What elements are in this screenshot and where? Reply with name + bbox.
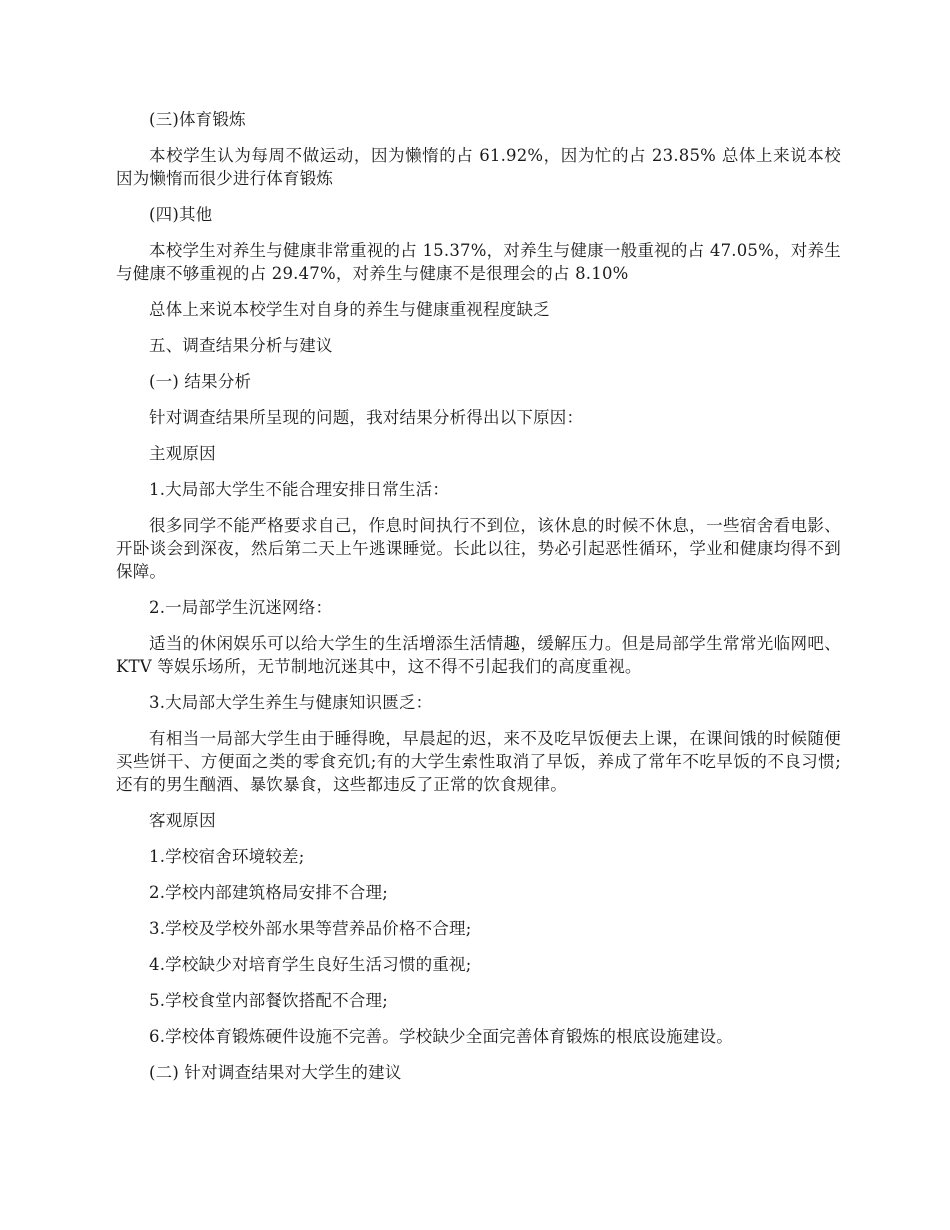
paragraph-subjective-1-detail: 很多同学不能严格要求自己，作息时间执行不到位，该休息的时候不休息，一些宿舍看电影、开卧谈会到深夜，然后第二天上午逃课睡觉。长此以往，势必引起恶性循环，学业和健康均得不到保障。 [116, 516, 841, 581]
heading-subjective-causes: 主观原因 [149, 444, 216, 463]
list-item-subjective-2: 2.一局部学生沉迷网络： [149, 598, 333, 617]
list-item-objective-1: 1.学校宿舍环境较差; [149, 847, 305, 866]
document-body [116, 108, 841, 1097]
list-item-objective-3: 3.学校及学校外部水果等营养品价格不合理; [149, 919, 472, 938]
paragraph-overall-summary: 总体上来说本校学生对自身的养生与健康重视程度缺乏 [149, 300, 550, 319]
paragraph-exercise-stats: 本校学生认为每周不做运动，因为懒惰的占 61.92%，因为忙的占 23.85% 总体上来说本校因为懒惰而很少进行体育锻炼 [116, 146, 841, 188]
paragraph-health-attention-stats: 本校学生对养生与健康非常重视的占 15.37%，对养生与健康一般重视的占 47.05%，对养生与健康不够重视的占 29.47%，对养生与健康不是很理会的占 8.10% [116, 241, 841, 283]
paragraph-subjective-3-detail: 有相当一局部大学生由于睡得晚，早晨起的迟，来不及吃早饭便去上课，在课间饿的时候随便买些饼干、方便面之类的零食充饥;有的大学生索性取消了早饭，养成了常年不吃早饭的不良习惯;还有的男生酗酒、暴饮暴食，这些都违反了正常的饮食规律。 [116, 729, 841, 794]
heading-section-five: 五、调查结果分析与建议 [149, 336, 333, 355]
paragraph-subjective-2-detail: 适当的休闲娱乐可以给大学生的生活增添生活情趣，缓解压力。但是局部学生常常光临网吧、KTV 等娱乐场所，无节制地沉迷其中，这不得不引起我们的高度重视。 [116, 634, 841, 676]
paragraph-analysis-intro: 针对调查结果所呈现的问题，我对结果分析得出以下原因： [149, 408, 584, 427]
list-item-objective-4: 4.学校缺少对培育学生良好生活习惯的重视; [149, 955, 472, 974]
list-item-objective-6: 6.学校体育锻炼硬件设施不完善。学校缺少全面完善体育锻炼的根底设施建设。 [149, 1027, 733, 1046]
heading-physical-exercise: (三)体育锻炼 [149, 110, 246, 129]
heading-result-analysis: (一) 结果分析 [149, 372, 252, 391]
list-item-objective-2: 2.学校内部建筑格局安排不合理; [149, 883, 389, 902]
list-item-objective-5: 5.学校食堂内部餐饮搭配不合理; [149, 991, 389, 1010]
list-item-subjective-3: 3.大局部大学生养生与健康知识匮乏： [149, 693, 433, 712]
heading-other: (四)其他 [149, 205, 213, 224]
heading-objective-causes: 客观原因 [149, 811, 216, 830]
list-item-subjective-1: 1.大局部大学生不能合理安排日常生活： [149, 480, 450, 499]
heading-suggestions: (二) 针对调查结果对大学生的建议 [149, 1063, 402, 1082]
